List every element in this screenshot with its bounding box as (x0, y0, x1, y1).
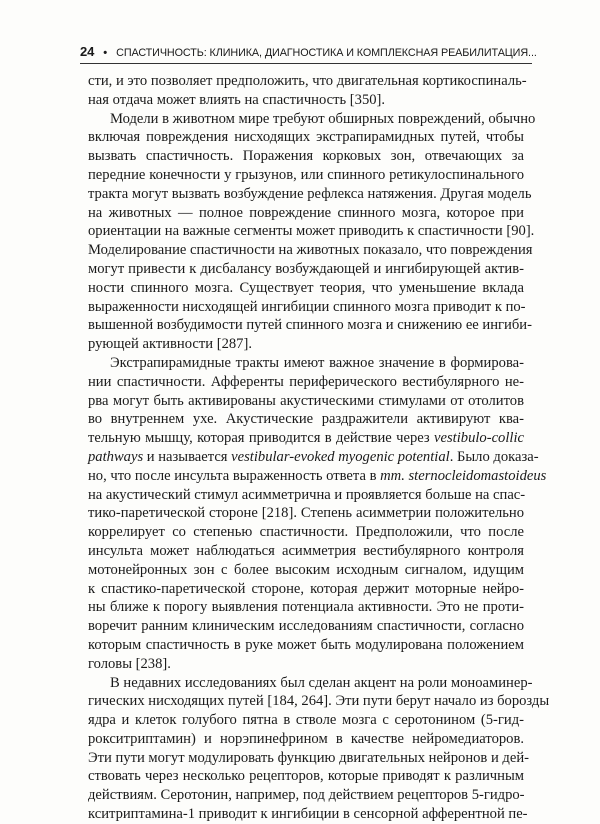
text-line (88, 72, 527, 91)
text-line (88, 316, 532, 335)
text-line (88, 147, 524, 166)
line-text: гических нисходящих путей [184, 264]. Эти пути берут начало из борозды (88, 693, 550, 710)
line-text: Моделирование спастичности на животных показало, что повреждения (88, 242, 533, 259)
text-line (88, 749, 530, 768)
line-text: Эти пути могут модулировать функцию двигательных нейронов и дей- (88, 749, 530, 766)
line-text: рва могут быть активированы акустическими стимулами от отолитов (88, 392, 524, 409)
line-text: и называется (143, 448, 232, 465)
text-line (88, 561, 524, 580)
text-line (88, 279, 524, 298)
text-line (88, 354, 524, 373)
text-line (88, 711, 524, 730)
line-text: тельную мышцу, которая приводится в действие через (88, 430, 435, 447)
text-line (88, 128, 524, 147)
text-line (88, 486, 524, 505)
header-bullet: • (103, 47, 108, 59)
text-line (88, 166, 524, 185)
text-line (88, 730, 524, 749)
italic-term: pathways (88, 448, 144, 465)
line-text: ны ближе к порогу выявления потенциала активности. Это не проти- (88, 599, 524, 616)
italic-term: vestibular-evoked myogenic potential (231, 448, 450, 465)
line-text: . Было доказа- (449, 448, 539, 465)
text-line (88, 692, 550, 711)
line-text: В недавних исследованиях был сделан акцент на роли моноаминер- (110, 674, 533, 691)
text-line (88, 542, 524, 561)
line-text: ствовать через несколько рецепторов, которые приводят к различным (88, 768, 524, 785)
line-text: ности спинного мозга. Существует теория, что уменьшение вклада (88, 279, 524, 296)
line-text: во внутреннем ухе. Акустические раздражители активируют ква- (88, 411, 524, 428)
line-text: выраженности нисходящей ингибиции спинного мозга приводит к по- (88, 298, 526, 315)
line-text: коррелирует со степенью спастичности. Предположили, что после (88, 524, 524, 541)
text-line (88, 523, 524, 542)
text-line (88, 91, 524, 110)
text-line (88, 655, 524, 674)
text-line (88, 617, 524, 636)
line-text: головы [238]. (88, 655, 171, 672)
text-line (88, 580, 524, 599)
text-line (88, 185, 532, 204)
line-text: передние конечности у грызунов, или спинного ретикулоспинального (88, 166, 524, 183)
line-text: которым спастичность в руке может быть модулирована положением (88, 636, 524, 653)
line-text: на акустический стимул асимметрична и проявляется больше на спас- (88, 486, 526, 503)
line-text: к спастико-паретической стороне, которая держит моторные нейро- (88, 580, 524, 597)
line-text: мотонейронных зон с более высоким исходным сигналом, идущим (88, 561, 524, 578)
text-line (88, 767, 524, 786)
text-line (88, 636, 524, 655)
line-text: рокситриптамин) и норэпинефрином в качестве нейромедиаторов. (88, 730, 524, 747)
text-line (88, 392, 524, 411)
line-text: Модели в животном мире требуют обширных повреждений, обычно (110, 110, 536, 127)
text-line (88, 805, 528, 824)
text-line (88, 110, 536, 129)
text-line (88, 222, 535, 241)
text-line (88, 448, 539, 467)
body-text (88, 72, 550, 824)
text-line (88, 260, 524, 279)
text-line (88, 429, 524, 448)
line-text: тико-паретической стороне [218]. Степень асимметрии положительно (88, 505, 524, 522)
line-text: ная отдача может влиять на спастичность [350]. (88, 91, 386, 108)
line-text: ориентации на важные сегменты может приводить к спастичности [90]. (88, 223, 535, 240)
text-line (88, 598, 524, 617)
text-line (88, 674, 533, 693)
running-title: СПАСТИЧНОСТЬ: КЛИНИКА, ДИАГНОСТИКА И КОМПЛЕКСНАЯ РЕАБИЛИТАЦИЯ... (116, 47, 537, 59)
italic-term: vestibulo-collic (434, 430, 524, 447)
line-text: Экстрапирамидные тракты имеют важное значение в формирова- (110, 354, 524, 371)
header-rule (80, 63, 532, 64)
line-text: действиям. Серотонин, например, под действием рецепторов 5-гидро- (88, 787, 525, 804)
text-line (88, 335, 524, 354)
text-line (88, 504, 524, 523)
running-header (80, 44, 537, 59)
line-text: кситриптамина-1 приводит к ингибиции в сенсорной афферентной пе- (88, 806, 528, 823)
text-line (88, 373, 524, 392)
text-line (88, 204, 524, 223)
page-number: 24 (80, 44, 95, 59)
italic-term: mm. sternocleidomastoideus (380, 467, 547, 484)
line-text: нии спастичности. Афференты периферического вестибулярного не- (88, 373, 524, 390)
text-line (88, 298, 524, 317)
line-text: ядра и клеток голубого пятна в стволе мозга с серотонином (5-гид- (88, 712, 524, 729)
line-text: могут привести к дисбалансу возбуждающей и ингибирующей актив- (88, 260, 524, 277)
line-text: рующей активности [287]. (88, 336, 252, 353)
line-text: сти, и это позволяет предположить, что двигательная кортикоспиналь- (88, 73, 527, 89)
line-text: но, что после инсульта выраженность ответа в (88, 467, 381, 484)
text-line (88, 241, 533, 260)
line-text: включая повреждения нисходящих экстрапирамидных путей, чтобы (88, 129, 524, 146)
line-text: воречит ранним клиническим исследованиям спастичности, согласно (88, 618, 524, 635)
line-text: тракта могут вызвать возбуждение рефлекса натяжения. Другая модель (88, 185, 532, 202)
line-text: на животных — полное повреждение спинного мозга, которое при (88, 204, 524, 221)
text-line (88, 786, 524, 805)
line-text: инсульта может наблюдаться асимметрия вестибулярного контроля (88, 542, 524, 559)
line-text: вышенной возбудимости путей спинного мозга и снижению ее ингиби- (88, 317, 532, 334)
text-line (88, 467, 547, 486)
text-line (88, 410, 524, 429)
line-text: вызвать спастичность. Поражения корковых зон, отвечающих за (88, 148, 524, 165)
